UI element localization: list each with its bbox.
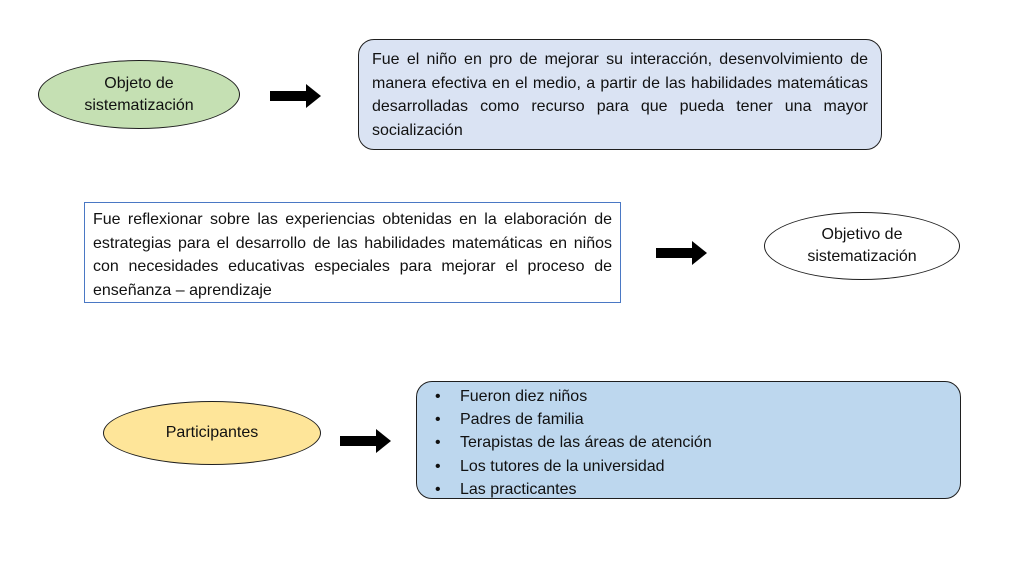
right-arrow-icon <box>270 83 322 109</box>
participant-list-item: • Las practicantes <box>423 478 950 501</box>
participantes-ellipse <box>103 401 321 465</box>
objetivo-de-sistematizacion-ellipse <box>764 212 960 280</box>
participantes-label: Participantes <box>165 424 259 441</box>
objeto-description-text: Fue el niño en pro de mejorar su interacción, desenvolvimiento de manera efectiva en el medio, a partir de las habilidades matemáticas desarrolladas como recurso para que pueda tener una mayor socialización <box>372 51 868 139</box>
objetivo-ellipse-line2: sistematización <box>807 248 917 265</box>
participant-list-item: • Fueron diez niños <box>423 385 950 408</box>
objeto-ellipse-line2: sistematización <box>84 96 194 114</box>
participant-list-item: • Terapistas de las áreas de atención <box>423 431 950 454</box>
objetivo-description-box <box>84 202 621 303</box>
participant-list-item: • Padres de familia <box>423 408 950 431</box>
objeto-ellipse-line1: Objeto de <box>104 74 174 92</box>
participantes-list <box>423 385 950 501</box>
participant-list-item: • Los tutores de la universidad <box>423 455 950 478</box>
objetivo-description-text: Fue reflexionar sobre las experiencias obtenidas en la elaboración de estrategias para el desarrollo de las habilidades matemáticas en niños con necesidades educativas especiales para mejorar el proceso de enseñanza – aprendizaje <box>93 211 612 299</box>
right-arrow-icon <box>340 428 392 454</box>
right-arrow-icon <box>656 240 708 266</box>
participantes-list-box <box>416 381 961 499</box>
objeto-description-box <box>358 39 882 150</box>
objetivo-ellipse-line1: Objetivo de <box>821 226 903 243</box>
objeto-de-sistematizacion-ellipse <box>38 60 240 129</box>
